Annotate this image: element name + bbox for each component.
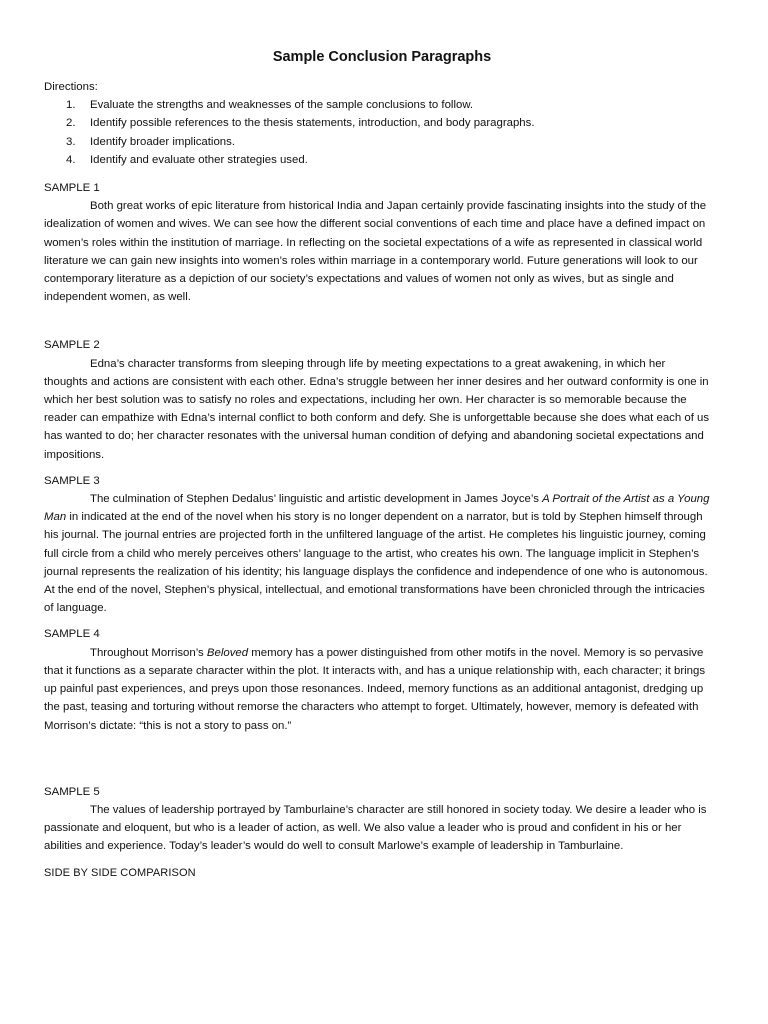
direction-text: Evaluate the strengths and weaknesses of the sample conclusions to follow. — [90, 99, 474, 112]
sample-label: SAMPLE 1 — [44, 182, 100, 195]
sample-3 — [44, 472, 712, 618]
sample-label: SAMPLE 3 — [44, 474, 100, 487]
sample-label: SAMPLE 2 — [44, 339, 100, 352]
direction-item — [66, 96, 712, 114]
direction-number: 4. — [66, 153, 76, 166]
sample-body: Both great works of epic literature from historical India and Japan certainly provide fascinating insights into the study of the idealization of women and wives. We can see how the different social conventions of each time and place have a defined impact on women’s roles within the institution of marriage. In reflecting on the societal expectations of a wife as represented in classical world literature we can gain new insights into women’s roles within marriage in a contemporary world. Future generations will look to our contemporary literature as a depiction of our society’s expectations and values of women not only as wives, but as single and independent women, as well. — [44, 200, 707, 304]
sample-1 — [44, 179, 712, 306]
sample-5 — [44, 783, 712, 856]
direction-number: 2. — [66, 117, 76, 130]
direction-item — [66, 151, 712, 169]
direction-number: 3. — [66, 135, 76, 148]
directions-list — [44, 96, 712, 169]
direction-text: Identify broader implications. — [90, 135, 235, 148]
direction-item — [66, 114, 712, 132]
page-title: Sample Conclusion Paragraphs — [272, 49, 492, 65]
direction-number: 1. — [66, 99, 76, 112]
sample-body-text: memory has a power distinguished from other motifs in the novel. Memory is so pervasive that it functions as a separate character within the plot. It interacts with, and has a unique relationship with, each character; it brings up painful past experiences, and preys upon those resonances. Indeed, memory functions as an additional antagonist, dredging up the past, teasing and torturing without remorse the characters who attempt to forget. Ultimately, however, memory is defeated with Morrison’s dictate: “this is not a story to pass on.” — [44, 646, 706, 732]
book-title: A Portrait of the Artist as a Young Man — [44, 493, 710, 524]
sample-body — [44, 644, 712, 735]
sample-label: SAMPLE 5 — [44, 785, 100, 798]
direction-text: Identify and evaluate other strategies used. — [90, 153, 308, 166]
sample-body-text: Throughout Morrison’s — [90, 646, 207, 659]
spacer — [44, 743, 712, 783]
sample-body: The values of leadership portrayed by Tamburlaine’s character are still honored in society today. We desire a leader who is passionate and eloquent, but who is a leader of action, as well. We also value a leader who is proud and confident in his or her abilities and experience. Today’s leader’s would do well to consult Marlowe’s example of leadership in Tamburlaine. — [44, 803, 707, 853]
sample-body-text: in indicated at the end of the novel when his story is no longer dependent on a narrator, but is told by Stephen himself through his journal. The journal entries are projected forth in the unfiltered language of the artist. He completes his linguistic journey, coming full circle from a child who merely perceives others’ language to the artist, who creates his own. The language implicit in Stephen’s journal represents the realization of his identity; his language displays the confidence and independence of one who is autonomous. At the end of the novel, Stephen’s physical, intellectual, and emotional transformations have been chronicled through the intricacies of language. — [44, 511, 708, 615]
sample-body: Edna’s character transforms from sleeping through life by meeting expectations to a great awakening, in which her thoughts and actions are consistent with each other. Edna’s struggle between her inner desires and her outward conformity is one in which her best solution was to satisfy no roles and expectations, including her own. Her character is so memorable because the reader can empathize with Edna’s internal conflict to both conform and defy. She is unforgettable because she does what each of us has wanted to do; her character resonates with the universal human condition of defying and abandoning societal expectations and impositions. — [44, 357, 710, 461]
directions-label: Directions: — [44, 81, 98, 93]
spacer — [44, 314, 712, 336]
sample-2 — [44, 336, 712, 463]
sample-4 — [44, 625, 712, 734]
direction-item — [66, 133, 712, 151]
side-by-side-heading: SIDE BY SIDE COMPARISON — [44, 866, 196, 879]
sample-body-text: The culmination of Stephen Dedalus’ linguistic and artistic development in James Joyce’s — [90, 493, 543, 506]
book-title: Beloved — [206, 646, 249, 659]
sample-label: SAMPLE 4 — [44, 628, 100, 641]
sample-body — [44, 490, 712, 617]
direction-text: Identify possible references to the thesis statements, introduction, and body paragraphs. — [90, 117, 535, 130]
